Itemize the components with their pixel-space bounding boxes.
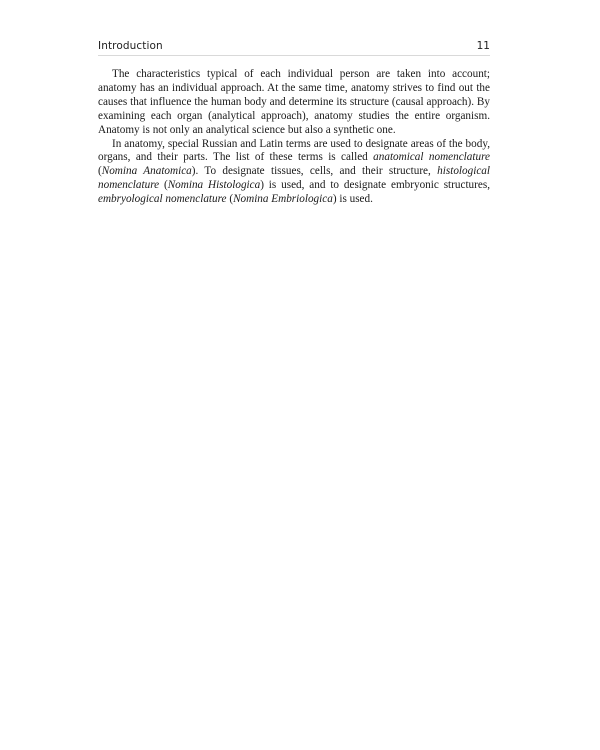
italic-term: embryological nomenclature (98, 193, 227, 206)
running-title: Introduction (98, 40, 163, 52)
paragraph: The characteristics typical of each individual person are taken into account; anatomy has an individual approach. At the same time, anatomy strives to find out the causes that influence the human body and determine its structure (causal approach). By examining each organ (analytical approach), anatomy studies the entire organism. Anatomy is not only an analytical science but also a synthetic one. (98, 68, 490, 136)
body-text (98, 68, 490, 207)
text-run: ( (98, 165, 102, 178)
italic-term: anatomical nomenclature (373, 151, 490, 164)
text-run: ). To designate tissues, cells, and their structure, (191, 165, 438, 178)
text-run: ( (226, 193, 234, 206)
running-header (98, 40, 490, 56)
italic-term: Nomina Histologica (167, 179, 261, 192)
italic-term: histological nomenclature (98, 165, 490, 192)
header-divider (98, 55, 490, 56)
page-number: 11 (476, 40, 490, 52)
text-run: ) is used, and to designate embryonic structures, (260, 179, 490, 192)
text-run: In anatomy, special Russian and Latin terms are used to designate areas of the body, organs, and their parts. The list of these terms is called (98, 137, 490, 164)
italic-term: Nomina Anatomica (101, 165, 192, 178)
text-run: ) is used. (332, 193, 373, 206)
text-run: ( (159, 179, 168, 192)
italic-term: Nomina Embriologica (233, 193, 333, 206)
paragraph (98, 138, 490, 208)
